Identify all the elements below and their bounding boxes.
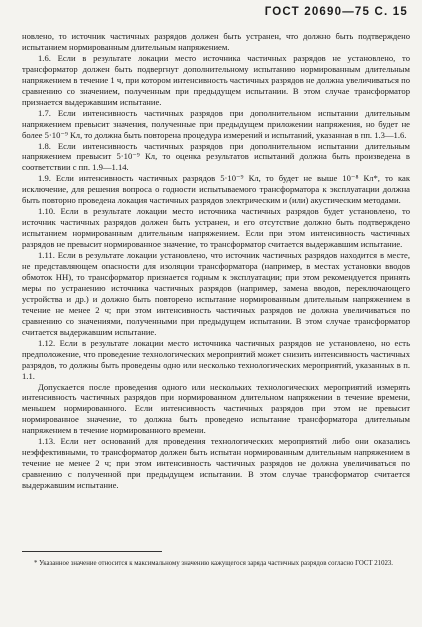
paragraph: Допускается после проведения одного или нескольких технологических мероприятий измерять интенсивность частичных разрядов при нормированном длительном напряжении в течение времени, меньшем нормированного. Если интенсивность частичных разрядов при этом не превысит нормированное значение, то должна быть проведено испытание трансформатора длительным напряжением в течение нормированного времени.	[22, 381, 410, 436]
page-header: ГОСТ 20690—75 С. 15	[264, 6, 408, 18]
paragraph: 1.10. Если в результате локации место источника частичных разрядов будет установлено, то источник частичных разрядов должен быть устранен, и его отсутствие должно быть подтверждено испытанием нормированным длительным напряжением. Если при этом интенсивность частичных разрядов не превысит нормированное значение, то трансформатор считается выдержавшим испытание.	[22, 206, 410, 250]
paragraph: 1.12. Если в результате локации место источника частичных разрядов не установлено, но есть предположение, что проведение технологических мероприятий может снизить интенсивность частичных разрядов, то должны быть проведены одно или несколько технологических мероприятий, указанных в п. 1.1.	[22, 337, 410, 381]
footnote-text: * Указанное значение относится к максимальному значению кажущегося заряда частичных разрядов согласно ГОСТ 21023.	[34, 560, 393, 567]
document-body	[22, 31, 410, 491]
paragraph: 1.7. Если интенсивность частичных разрядов при дополнительном испытании длительным напряжением превысит значения, полученные при предыдущем приложении напряжения, но будет не более 5·10⁻⁹ Кл, то должна быть повторена процедура измерений и испытаний, указанная в пп. 1.3—1.6.	[22, 107, 410, 140]
footnote-divider	[22, 551, 162, 552]
paragraph: 1.8. Если интенсивность частичных разрядов при дополнительном испытании длительным напряжением превысит 5·10⁻⁹ Кл, то оценка результатов испытаний должна быть произведена в соответствии с пп. 1.9—1.14.	[22, 140, 410, 173]
paragraph: 1.11. Если в результате локации установлено, что источник частичных разрядов находится в месте, не представляющем опасности для изоляции трансформатора (например, в местах установки вводов обмоток НН), то трансформатор признается годным к эксплуатации; при этом рекомендуется принять меры по устранению источника частичных разрядов (например, замена вводов, переключающего устройства и др.) и должно быть повторено испытание нормированным длительным напряжением в течение не менее 2 ч; при этом интенсивность частичных разрядов не должна увеличиваться по сравнению со значениями, полученными при предыдущем испытании. В этом случае трансформатор считается выдержавшим испытание.	[22, 250, 410, 337]
paragraph: 1.9. Если интенсивность частичных разрядов 5·10⁻⁹ Кл, то будет не выше 10⁻⁸ Кл*, то как исключение, для решения вопроса о годности испытываемого трансформатора к эксплуатации должна быть повторно проведена локация частичных разрядов электрическим и (или) акустическим методами.	[22, 173, 410, 206]
footnote	[22, 559, 408, 568]
paragraph: 1.6. Если в результате локации место источника частичных разрядов не установлено, то трансформатор должен быть подвергнут дополнительному испытанию нормированным длительным напряжением в течение 1 ч, при котором интенсивность частичных разрядов не должна увеличиваться по сравнению со значением, полученным при предыдущем испытании. В этом случае трансформатор признается выдержавшим испытание.	[22, 52, 410, 107]
paragraph: 1.13. Если нет оснований для проведения технологических мероприятий либо они оказались неэффективными, то трансформатор должен быть испытан нормированным длительным напряжением в течение не менее 2 ч; при этом интенсивность частичных разрядов не должна увеличиваться по сравнению с полученной при предыдущем испытании. В этом случае трансформатор считается выдержавшим испытание.	[22, 436, 410, 491]
paragraph: новлено, то источник частичных разрядов должен быть устранен, что должно быть подтверждено испытанием нормированным длительным напряжением.	[22, 31, 410, 52]
